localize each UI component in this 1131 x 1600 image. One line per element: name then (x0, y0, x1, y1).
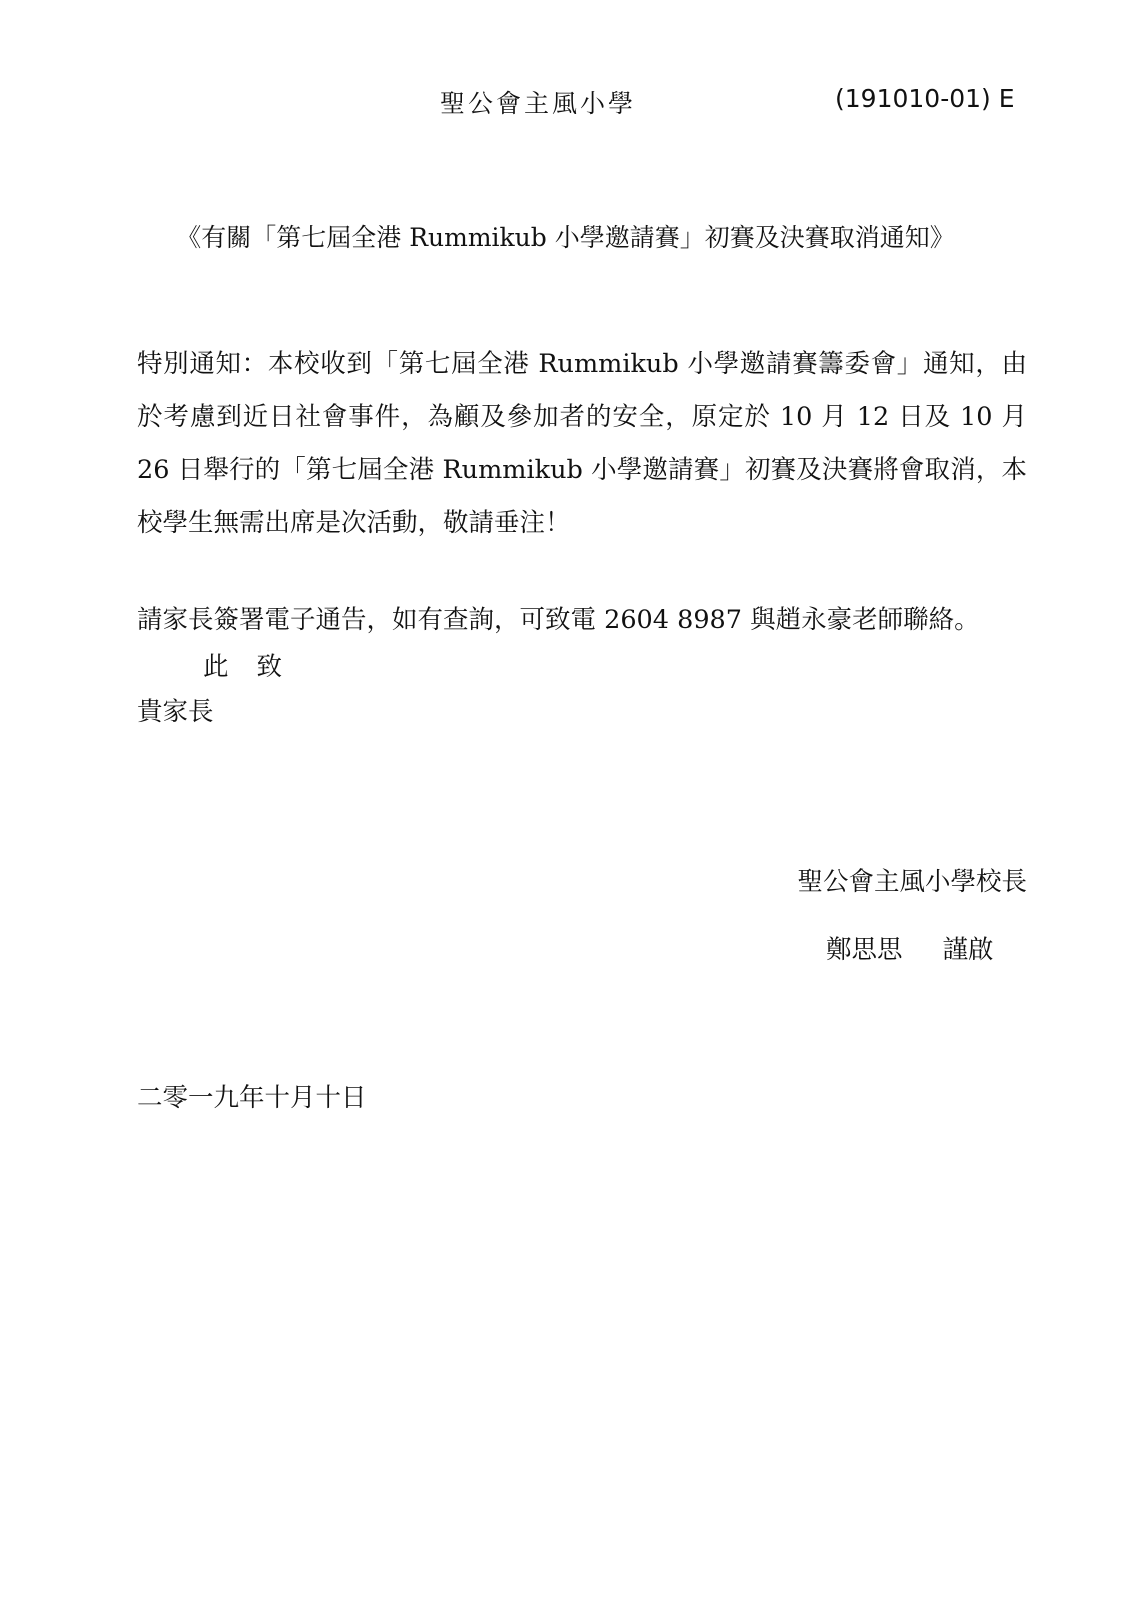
notice-title: 《有關「第七屆全港 Rummikub 小學邀請賽」初賽及決賽取消通知》 (176, 223, 955, 252)
notice-date: 二零一九年十月十日 (137, 1083, 367, 1113)
school-name-header: 聖公會主風小學 (440, 89, 637, 118)
salutation (203, 647, 282, 683)
signatory-line (826, 930, 994, 966)
contact-line: 請家長簽署電子通告，如有查詢，可致電 2604 8987 與趙永豪老師聯絡。 (137, 605, 980, 635)
reference-code: (191010-01) E (835, 84, 1015, 113)
notice-body: 特別通知：本校收到「第七屆全港 Rummikub 小學邀請賽籌委會」通知，由於考慮到近日社會事件，為顧及參加者的安全，原定於 10 月 12 日及 10 月 26 日舉行的「第七屆全港 Rummikub 小學邀請賽」初賽及決賽將會取消，本校學生無需出席是次活動，敬請垂注！ (137, 349, 1027, 538)
signatory-closing: 謹啟 (942, 935, 994, 965)
recipient: 貴家長 (137, 697, 214, 727)
signatory-title: 聖公會主風小學校長 (797, 867, 1027, 897)
salutation-zhi: 致 (256, 652, 283, 682)
signatory-name: 鄭思思 (826, 935, 903, 965)
salutation-ci: 此 (203, 652, 229, 682)
